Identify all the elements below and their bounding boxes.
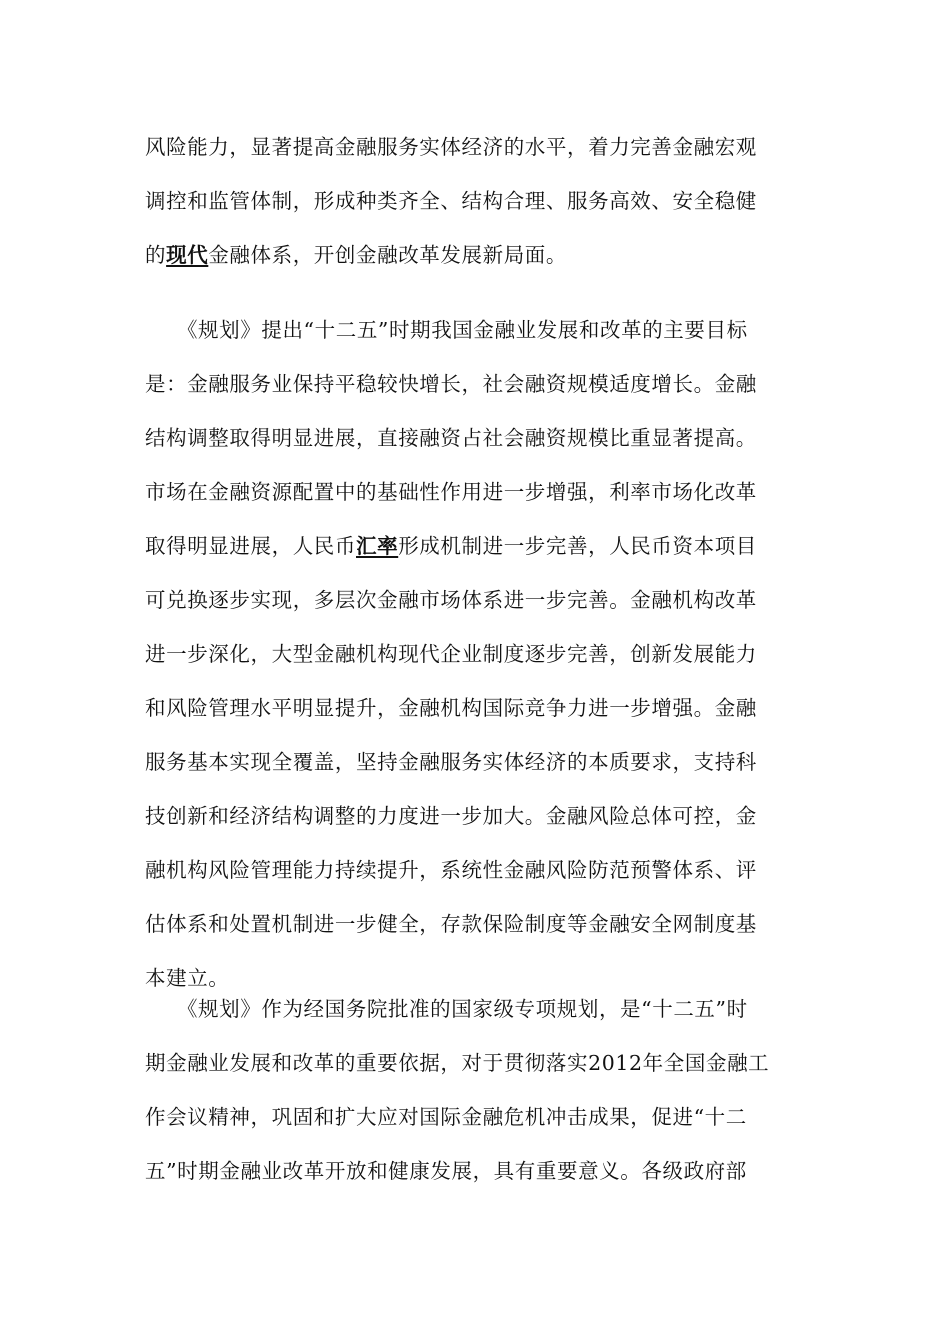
text-segment: 的 — [145, 243, 167, 267]
text-line: 服务基本实现全覆盖，坚持金融服务实体经济的本质要求，支持科 — [145, 750, 757, 774]
text-segment: 金融体系，开创金融改革发展新局面。 — [208, 243, 568, 267]
text-line: 估体系和处置机制进一步健全，存款保险制度等金融安全网制度基 — [145, 912, 757, 936]
text-line: 融机构风险管理能力持续提升，系统性金融风险防范预警体系、评 — [145, 858, 757, 882]
text-line: 可兑换逐步实现，多层次金融市场体系进一步完善。金融机构改革 — [145, 588, 757, 612]
keyword-link-modern[interactable]: 现代 — [166, 243, 209, 267]
keyword-link-exchange-rate[interactable]: 汇率 — [356, 534, 399, 558]
text-line: 进一步深化，大型金融机构现代企业制度逐步完善，创新发展能力 — [145, 642, 757, 666]
text-line: 风险能力，显著提高金融服务实体经济的水平，着力完善金融宏观 — [145, 135, 757, 159]
text-line — [145, 531, 757, 561]
text-line: 调控和监管体制，形成种类齐全、结构合理、服务高效、安全稳健 — [145, 189, 757, 213]
text-line: 本建立。 — [145, 966, 230, 990]
text-line: 是：金融服务业保持平稳较快增长，社会融资规模适度增长。金融 — [145, 372, 757, 396]
text-segment: 取得明显进展，人民币 — [145, 534, 356, 558]
text-segment: 形成机制进一步完善，人民币资本项目 — [398, 534, 757, 558]
text-line: 《规划》作为经国务院批准的国家级专项规划，是“十二五”时 — [145, 997, 748, 1021]
text-line: 期金融业发展和改革的重要依据，对于贯彻落实2012年全国金融工 — [145, 1051, 770, 1075]
text-line: 市场在金融资源配置中的基础性作用进一步增强，利率市场化改革 — [145, 480, 757, 504]
text-line: 五”时期金融业改革开放和健康发展，具有重要意义。各级政府部 — [145, 1159, 747, 1183]
text-line — [145, 240, 567, 270]
text-line: 和风险管理水平明显提升，金融机构国际竞争力进一步增强。金融 — [145, 696, 757, 720]
text-line: 结构调整取得明显进展，直接融资占社会融资规模比重显著提高。 — [145, 426, 757, 450]
text-line: 作会议精神，巩固和扩大应对国际金融危机冲击成果，促进“十二 — [145, 1105, 747, 1129]
text-line: 技创新和经济结构调整的力度进一步加大。金融风险总体可控，金 — [145, 804, 757, 828]
text-line: 《规划》提出“十二五”时期我国金融业发展和改革的主要目标 — [145, 318, 748, 342]
